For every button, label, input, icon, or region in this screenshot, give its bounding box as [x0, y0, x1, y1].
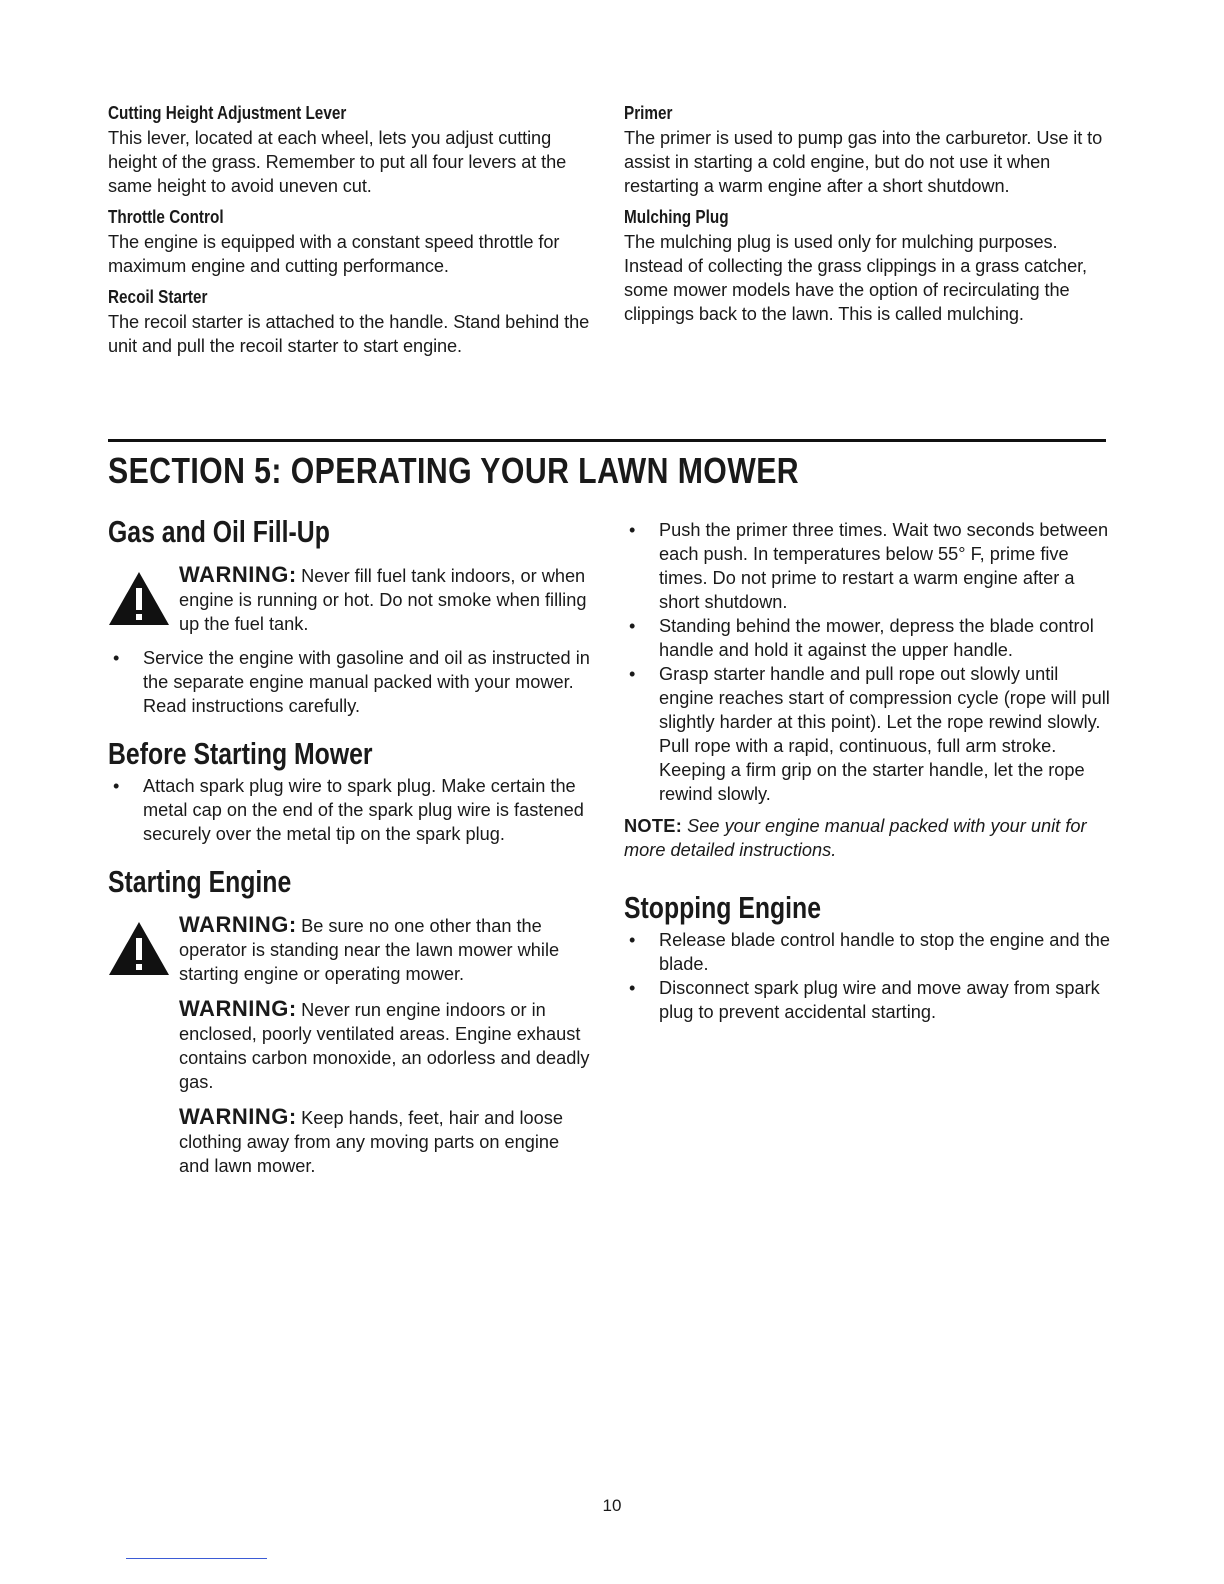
list-item: • Grasp starter handle and pull rope out slowly until engine reaches start of compression cycle (rope will pull slightly harder at this point). Let the rope rewind slowly. Pull rope with a rapid, continuous, full arm stroke. Keeping a firm grip on the starter handle, let the rope rewind slowly.	[629, 664, 1110, 804]
warning-label: WARNING:	[179, 1104, 297, 1129]
primer-block	[624, 100, 1114, 198]
cutting-height-block	[108, 100, 590, 198]
recoil-starter-heading: Recoil Starter	[108, 287, 208, 307]
list-item: • Service the engine with gasoline and oil as instructed in the separate engine manual packed with your mower. Read instructions carefully.	[113, 648, 590, 716]
gas-oil-heading: Gas and Oil Fill-Up	[108, 514, 330, 549]
bullet-icon: •	[629, 520, 636, 540]
mulching-plug-block	[624, 204, 1114, 326]
list-item: • Attach spark plug wire to spark plug. Make certain the metal cap on the end of the spark plug wire is fastened securely over the metal tip on the spark plug.	[113, 776, 584, 844]
stopping-engine-bullets	[624, 928, 1114, 1024]
note-text: See your engine manual packed with your unit for more detailed instructions.	[624, 816, 1087, 860]
right-column	[624, 518, 1114, 1030]
before-starting-bullets	[108, 774, 590, 846]
starting-warning-1	[108, 912, 590, 986]
warning-label: WARNING:	[179, 562, 297, 587]
cutting-height-text: This lever, located at each wheel, lets you adjust cutting height of the grass. Remember to put all four levers at the same height to avoid uneven cut.	[108, 128, 567, 196]
stopping-engine-heading: Stopping Engine	[624, 890, 821, 925]
footer-line	[126, 1558, 267, 1559]
primer-heading: Primer	[624, 103, 673, 123]
list-item: • Standing behind the mower, depress the blade control handle and hold it against the upper handle.	[629, 616, 1094, 660]
page-number: 10	[602, 1496, 622, 1515]
bullet-icon: •	[629, 616, 636, 636]
bullet-icon: •	[629, 978, 636, 998]
bullet-icon: •	[629, 930, 636, 950]
cutting-height-heading: Cutting Height Adjustment Lever	[108, 103, 347, 123]
bullet-icon: •	[113, 776, 120, 796]
gas-oil-warning	[108, 562, 590, 636]
warning-triangle-icon	[108, 570, 170, 626]
starting-engine-heading: Starting Engine	[108, 864, 292, 899]
top-left-column	[108, 100, 590, 364]
starting-warning-2	[108, 996, 590, 1094]
section-title: SECTION 5: OPERATING YOUR LAWN MOWER	[108, 450, 800, 491]
warning-text: Be sure no one other than the operator is standing near the lawn mower while starting engine or operating mower.	[179, 916, 560, 984]
throttle-control-heading: Throttle Control	[108, 207, 224, 227]
mulching-plug-text: The mulching plug is used only for mulching purposes. Instead of collecting the grass clippings in a grass catcher, some mower models have the option of recirculating the clippings back to the lawn. This is called mulching.	[624, 232, 1087, 324]
section-divider	[108, 439, 1106, 442]
list-item: • Release blade control handle to stop the engine and the blade.	[629, 930, 1110, 974]
warning-label: WARNING:	[179, 912, 297, 937]
gas-oil-bullets	[108, 646, 590, 718]
recoil-starter-text: The recoil starter is attached to the handle. Stand behind the unit and pull the recoil starter to start engine.	[108, 312, 590, 356]
left-column	[108, 512, 590, 1188]
primer-text: The primer is used to pump gas into the carburetor. Use it to assist in starting a cold engine, but do not use it when restarting a warm engine after a short shutdown.	[624, 128, 1103, 196]
mulching-plug-heading: Mulching Plug	[624, 207, 729, 227]
starting-steps-list	[624, 518, 1114, 806]
recoil-starter-block	[108, 284, 590, 358]
warning-text: Never fill fuel tank indoors, or when engine is running or hot. Do not smoke when filling up the fuel tank.	[179, 566, 587, 634]
bullet-icon: •	[113, 648, 120, 668]
starting-warning-3	[108, 1104, 590, 1178]
warning-triangle-icon	[108, 920, 170, 976]
throttle-control-text: The engine is equipped with a constant speed throttle for maximum engine and cutting performance.	[108, 232, 560, 276]
before-starting-heading: Before Starting Mower	[108, 736, 373, 771]
list-item: • Push the primer three times. Wait two seconds between each push. In temperatures below 55° F, prime five times. Do not prime to restart a warm engine after a short shutdown.	[629, 520, 1109, 612]
warning-label: WARNING:	[179, 996, 297, 1021]
top-right-column	[624, 100, 1114, 332]
list-item: • Disconnect spark plug wire and move away from spark plug to prevent accidental starting.	[629, 978, 1100, 1022]
throttle-control-block	[108, 204, 590, 278]
warning-text: Never run engine indoors or in enclosed, poorly ventilated areas. Engine exhaust contains carbon monoxide, an odorless and deadly gas.	[179, 1000, 590, 1092]
note-label: NOTE:	[624, 816, 683, 836]
warning-text: Keep hands, feet, hair and loose clothing away from any moving parts on engine and lawn mower.	[179, 1108, 563, 1176]
bullet-icon: •	[629, 664, 636, 684]
note	[624, 814, 1114, 862]
